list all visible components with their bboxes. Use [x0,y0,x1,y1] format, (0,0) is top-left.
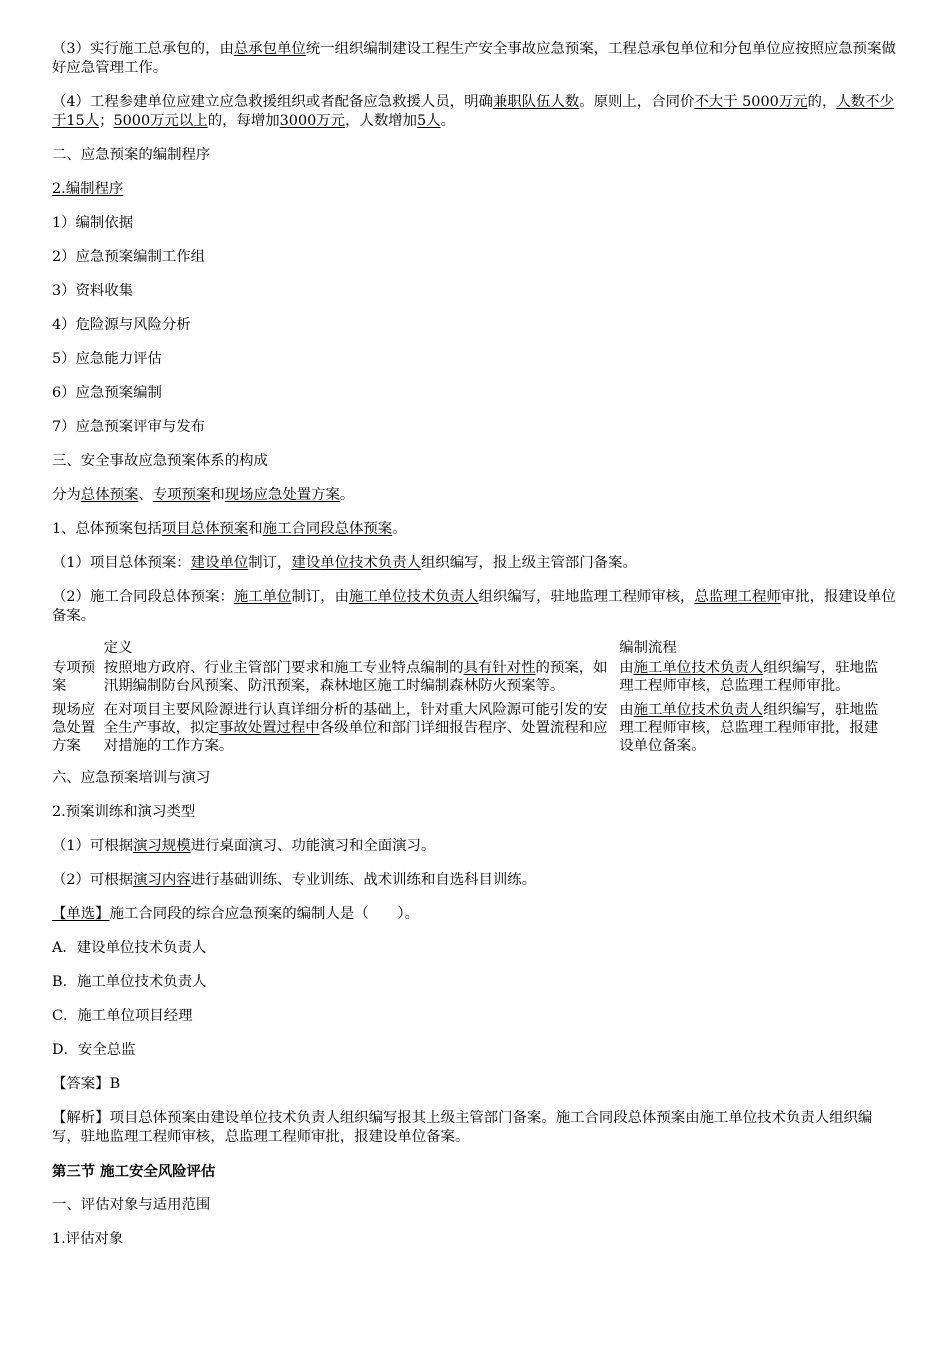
paragraph-rescue-staff [52,93,900,131]
underlined-text: 施工单位技术负责人 [633,660,764,676]
text: 由 [619,702,634,718]
paragraph-project-plan [52,554,900,573]
text: 制订，由 [291,589,350,605]
text: 和 [248,521,263,537]
text: 统一组织编制建设工程生产安全事故应急预案，工程总承包单位和分包单位应按照应急预案做好应急管理工作。 [52,41,896,76]
step-item: 6）应急预案编制 [52,385,162,401]
underlined-text: 兼职队伍人数 [492,94,580,110]
step-item: 7）应急预案评审与发布 [52,419,206,435]
subsection-item: 1.评估对象 [52,1231,124,1247]
paragraph-drill-content [52,871,900,890]
text: 制订， [248,555,292,571]
underlined-text: 专项预案 [152,487,211,503]
paragraph-contract-plan [52,588,900,626]
option-b: B．施工单位技术负责人 [52,974,207,990]
text: 、 [138,487,153,503]
underlined-text: 总承包单位 [233,41,306,57]
text: 组织编写，驻地监理工程师审核，总监理工程师审批。 [619,660,879,694]
text: 。 [440,113,455,129]
text: ，人数增加 [345,113,418,129]
table-cell-plan-name: 现场应急处置方案 [52,702,96,754]
heading-compile-procedure: 二、应急预案的编制程序 [52,147,211,163]
text: （1）项目总体预案： [52,555,191,571]
table-header-row [52,639,888,659]
underlined-text: 总监理工程师 [694,589,781,605]
table-cell-definition [104,659,619,701]
table-header-process: 编制流程 [619,640,677,656]
text: 按照地方政府、行业主管部门要求和施工专业特点编制的 [103,660,464,676]
text: 和 [210,487,225,503]
underlined-text: 5人 [417,113,441,129]
answer-value: B [109,1076,121,1092]
text: 。原则上，合同价 [579,94,695,110]
paragraph-composition [52,486,900,505]
underlined-text: 演习规模 [133,838,191,854]
answer [52,1075,900,1094]
analysis-tag: 【解析】 [52,1110,110,1126]
text: 分为 [52,487,81,503]
text: 的，每增加 [207,113,280,129]
paragraph-general-contract [52,40,900,78]
underlined-text: 施工单位技术负责人 [633,702,764,718]
text: 在对项目主要风险源进行认真详细分析的基础上，针对重大风险源可能引发的安全生产事故，拟定 [103,702,608,736]
underlined-text: 5000万元以上 [113,113,208,129]
underlined-text: 3000万元 [279,113,346,129]
table-cell-definition [104,701,619,755]
subheading-compile: 2.编制程序 [52,181,124,197]
text: 的预案，如汛期编制防台风预案、防汛预案，森林地区施工时编制森林防火预案等。 [103,660,608,694]
text: 进行桌面演习、功能演习和全面演习。 [190,838,436,854]
underlined-text: 总体预案 [80,487,139,503]
table-header-definition: 定义 [103,640,133,656]
analysis-text: 项目总体预案由建设单位技术负责人组织编写报其上级主管部门备案。施工合同段总体预案由施工单位技术负责人组织编写，驻地监理工程师审核，总监理工程师审批，报建设单位备案。 [52,1110,873,1145]
question-text: 施工合同段的综合应急预案的编制人是（ ）。 [109,906,419,922]
underlined-text: 演习内容 [133,872,191,888]
text: 。 [339,487,355,503]
paragraph-drill-scale [52,837,900,856]
text: 审批，报建设单位备案。 [52,589,896,624]
underlined-text: 建设单位 [190,555,249,571]
plan-table [52,639,888,755]
step-item: 4）危险源与风险分析 [52,317,191,333]
question-tag: 【单选】 [52,906,110,922]
underlined-text: 人数不少于15人 [52,94,894,129]
text: （2）可根据 [52,872,134,888]
heading-plan-system: 三、安全事故应急预案体系的构成 [52,453,268,469]
underlined-text: 项目总体预案 [161,521,249,537]
table-cell-plan-name: 专项预案 [52,660,96,694]
underlined-text: 建设单位技术负责人 [291,555,421,571]
text: 。 [392,521,407,537]
paragraph-overall-plan [52,520,900,539]
text: （3）实行施工总承包的，由 [52,41,234,57]
text: ； [99,113,114,129]
option-a: A．建设单位技术负责人 [52,940,207,956]
text: 组织编写，报上级主管部门备案。 [420,555,637,571]
step-item: 2）应急预案编制工作组 [52,249,206,265]
table-header-cell [52,639,104,659]
text: 组织编写，驻地监理工程师审核， [478,589,695,605]
document-page [52,40,900,1264]
underlined-text: 施工单位 [233,589,292,605]
text: （4）工程参建单位应建立应急救援组织或者配备应急救援人员，明确 [52,94,493,110]
subheading-drill: 2.预案训练和演习类型 [52,804,196,820]
underlined-text: 具有针对性 [463,660,536,676]
subsection-heading: 一、评估对象与适用范围 [52,1197,211,1213]
step-item: 3）资料收集 [52,283,134,299]
answer-tag: 【答案】 [52,1076,110,1092]
table-cell-process [619,659,888,701]
text: 1、总体预案包括 [52,521,162,537]
underlined-text: 现场应急处置方案 [224,487,340,503]
question [52,905,900,924]
option-d: D．安全总监 [52,1042,136,1058]
text: 进行基础训练、专业训练、战术训练和自选科目训练。 [190,872,537,888]
text: （2）施工合同段总体预案： [52,589,234,605]
heading-training: 六、应急预案培训与演习 [52,770,211,786]
underlined-text: 施工合同段总体预案 [262,521,393,537]
underlined-text: 不大于 5000万元 [694,94,808,110]
analysis [52,1109,900,1147]
text: （1）可根据 [52,838,134,854]
table-cell-process [619,701,888,755]
underlined-text: 事故处置过程中 [218,720,320,736]
text: 组织编写，驻地监理工程师审核，总监理工程师审批，报建设单位备案。 [619,702,879,754]
underlined-text: 施工单位技术负责人 [349,589,479,605]
option-c: C．施工单位项目经理 [52,1008,193,1024]
table-row [52,701,888,755]
table-row [52,659,888,701]
text: 的， [807,94,837,110]
step-item: 1）编制依据 [52,215,134,231]
step-item: 5）应急能力评估 [52,351,162,367]
text: 各级单位和部门详细报告程序、处置流程和应对措施的工作方案。 [103,720,608,754]
text: 由 [619,660,634,676]
section-title: 第三节 施工安全风险评估 [52,1163,216,1180]
